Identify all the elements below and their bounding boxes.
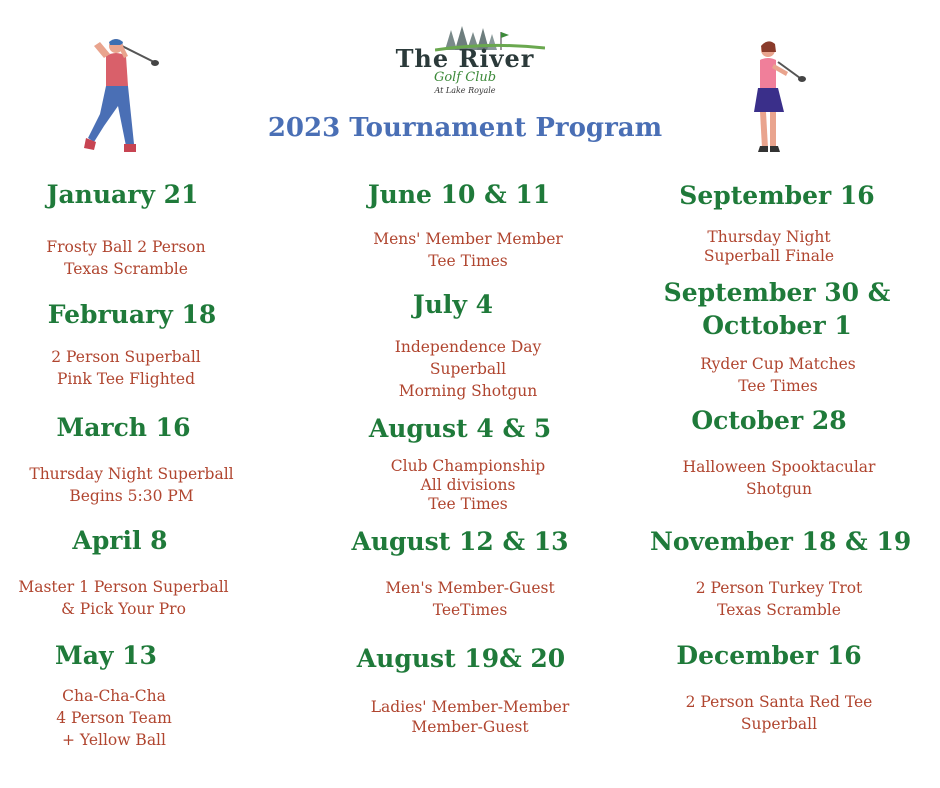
event-desc-february: 2 Person Superball Pink Tee Flighted xyxy=(51,348,201,388)
event-date-august-19: August 19& 20 xyxy=(356,644,566,673)
logo-subtitle: Golf Club xyxy=(433,70,497,85)
event-desc-july: Independence Day Superball Morning Shotgun xyxy=(394,338,542,400)
event-date-july: July 4 xyxy=(412,290,494,319)
page-title: 2023 Tournament Program xyxy=(267,113,663,143)
event-date-september-30-line1: September 30 & xyxy=(663,278,891,307)
event-date-august-4: August 4 & 5 xyxy=(368,414,552,443)
event-date-june: June 10 & 11 xyxy=(367,180,551,209)
event-desc-november: 2 Person Turkey Trot Texas Scramble xyxy=(695,579,863,619)
event-desc-december: 2 Person Santa Red Tee Superball xyxy=(685,693,873,733)
event-date-september-30-line2: Octtober 1 xyxy=(702,311,852,340)
event-date-january: January 21 xyxy=(46,180,199,209)
logo-title: The River xyxy=(395,44,535,73)
event-desc-june: Mens' Member Member Tee Times xyxy=(373,230,563,270)
event-date-april: April 8 xyxy=(72,526,168,555)
event-desc-april: Master 1 Person Superball & Pick Your Pro xyxy=(18,578,229,618)
event-date-march: March 16 xyxy=(56,413,191,442)
event-desc-march: Thursday Night Superball Begins 5:30 PM xyxy=(29,465,234,505)
event-date-september-16: September 16 xyxy=(679,181,875,210)
event-date-november: November 18 & 19 xyxy=(650,527,912,556)
event-desc-october: Halloween Spooktacular Shotgun xyxy=(682,458,876,498)
event-desc-august-12: Men's Member-Guest TeeTimes xyxy=(385,579,555,619)
event-date-august-12: August 12 & 13 xyxy=(351,527,569,556)
event-desc-may: Cha-Cha-Cha 4 Person Team + Yellow Ball xyxy=(56,687,172,749)
event-date-february: February 18 xyxy=(47,300,217,329)
logo-location: At Lake Royale xyxy=(434,86,496,95)
event-desc-january: Frosty Ball 2 Person Texas Scramble xyxy=(46,238,206,278)
event-date-december: December 16 xyxy=(676,641,862,670)
event-desc-september-16: Thursday Night Superball Finale xyxy=(703,228,835,265)
event-date-october: October 28 xyxy=(691,406,847,435)
event-desc-september-30: Ryder Cup Matches Tee Times xyxy=(700,355,856,395)
event-date-may: May 13 xyxy=(55,641,157,670)
event-desc-august-19: Ladies' Member-Member Member-Guest xyxy=(370,698,570,736)
event-desc-august-4: Club Championship All divisions Tee Times xyxy=(390,457,546,513)
